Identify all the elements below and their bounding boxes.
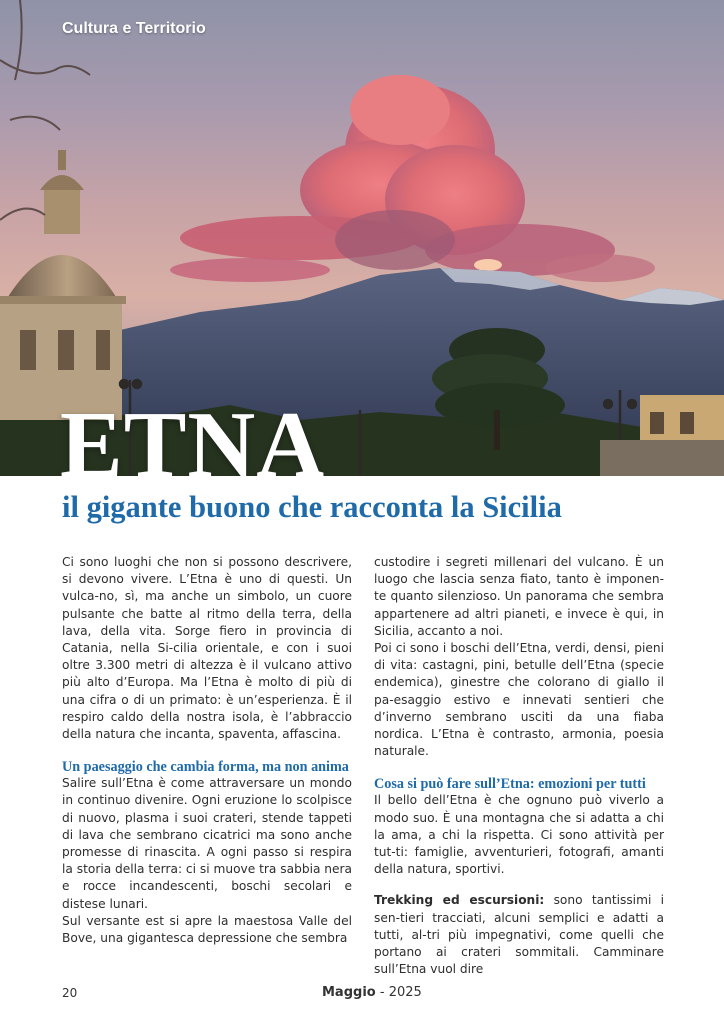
boschi-paragraph: Poi ci sono i boschi dell’Etna, verdi, densi, pieni di vita: castagni, pini, betulle dell’Etna (specie endemica), ginestre che colorano di giallo il pa-esaggio estivo e innevati sentieri che d’inverno sembrano usciti da una fiaba nordica. L’Etna è contrasto, armonia, poesia naturale.	[374, 641, 664, 759]
hero-photo	[0, 0, 724, 476]
article-subtitle: il gigante buono che racconta la Sicilia	[62, 490, 562, 524]
right-column	[374, 554, 664, 978]
ash-plume	[170, 75, 655, 282]
article-title: ETNA	[60, 393, 326, 476]
section-heading-paesaggio: Un paesaggio che cambia forma, ma non anima	[62, 759, 349, 776]
cathedral-dome	[0, 150, 126, 420]
page-number: 20	[62, 986, 78, 1000]
valle-continuation-paragraph: custodire i segreti millenari del vulcano. È un luogo che lascia senza fiato, tanto è imponen-te quanto silenzioso. Un panorama che sembra appartenere ad altri pianeti, e invece è qui, in Sicilia, accanto a noi.	[374, 555, 664, 638]
section-heading-attivita: Cosa si può fare sull’Etna: emozioni per tutti	[374, 776, 646, 793]
trekking-text: sono tantissimi i sen-tieri tracciati, alcuni semplici e adatti a tutti, al-tri più impegnativi, come quelli che portano ai crateri sommitali. Camminare sull’Etna vuol dire	[374, 893, 664, 977]
issue-date	[322, 985, 422, 1000]
section-label: Cultura e Territorio	[62, 20, 206, 37]
attivita-paragraph: Il bello dell’Etna è che ognuno può viverlo a modo suo. È una montagna che si adatta a chi la ama, a chi la rispetta. Ci sono attività per tut-ti: famiglie, avventurieri, fotografi, amanti della natura, sportivi.	[374, 793, 664, 877]
crater-glow	[474, 259, 502, 271]
issue-separator: -	[375, 985, 389, 1000]
left-column	[62, 554, 352, 947]
trekking-paragraph	[374, 892, 664, 978]
paesaggio-paragraph: Salire sull’Etna è come attraversare un mondo in continuo divenire. Ogni eruzione lo scolpisce di nuovo, plasma i suoi crateri, stende tappeti di lava che sembrano cicatrici ma sono anche promesse di rinascita. A ogni passo si respira la storia della terra: ci si muove tra sabbia nera e rocce incandescenti, boschi secolari e distese lunari.	[62, 776, 352, 911]
trekking-label: Trekking ed escursioni:	[374, 893, 545, 908]
valle-del-bove-paragraph: Sul versante est si apre la maestosa Valle del Bove, una gigantesca depressione che sembra	[62, 913, 352, 946]
issue-month: Maggio	[322, 985, 376, 1000]
issue-year: 2025	[388, 985, 422, 1000]
intro-paragraph: Ci sono luoghi che non si possono descrivere, si devono vivere. L’Etna è uno di questi. Un vulca-no, sì, ma anche un simbolo, un cuore pulsante che batte al ritmo della terra, della lava, della vita. Sorge fiero in provincia di Catania, nella Si-cilia orientale, e con i suoi oltre 3.300 metri di altezza è il vulcano attivo più alto d’Europa. Ma l’Etna è molto di più di una cifra o di un primato: è un’esperienza. È il respiro caldo della nostra isola, è l’abbraccio della natura che incanta, spaventa, affascina.	[62, 555, 352, 742]
